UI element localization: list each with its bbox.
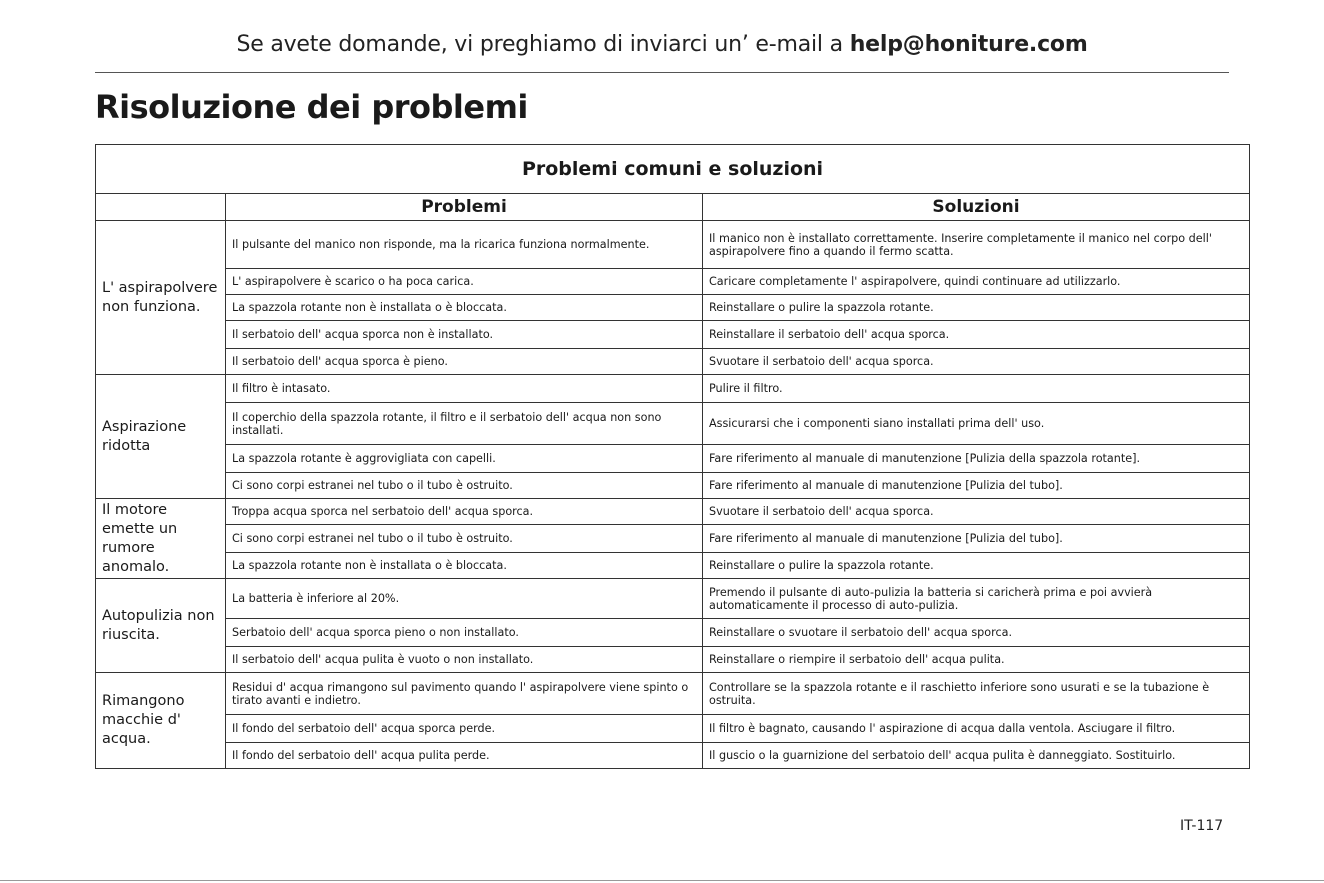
table-row bbox=[96, 295, 1250, 321]
bottom-divider bbox=[0, 880, 1324, 881]
page-header bbox=[0, 32, 1324, 57]
solution-cell: Controllare se la spazzola rotante e il raschietto inferiore sono usurati e se la tubazione è ostruita. bbox=[703, 673, 1250, 715]
category-cell: Rimangono macchie d' acqua. bbox=[96, 673, 226, 769]
table-row bbox=[96, 221, 1250, 269]
category-cell: L' aspirapolvere non funziona. bbox=[96, 221, 226, 375]
problem-cell: Residui d' acqua rimangono sul pavimento quando l' aspirapolvere viene spinto o tirato avanti e indietro. bbox=[226, 673, 703, 715]
solution-cell: Reinstallare o pulire la spazzola rotante. bbox=[703, 553, 1250, 579]
solution-cell: Premendo il pulsante di auto-pulizia la batteria si caricherà prima e poi avvierà automaticamente il processo di auto-pulizia. bbox=[703, 579, 1250, 619]
problem-cell: La spazzola rotante non è installata o è bloccata. bbox=[226, 553, 703, 579]
table-row bbox=[96, 349, 1250, 375]
solution-cell: Pulire il filtro. bbox=[703, 375, 1250, 403]
solution-cell: Il guscio o la guarnizione del serbatoio dell' acqua pulita è danneggiato. Sostituirlo. bbox=[703, 743, 1250, 769]
table-row bbox=[96, 619, 1250, 647]
solution-cell: Il manico non è installato correttamente. Inserire completamente il manico nel corpo dell' aspirapolvere fino a quando il fermo scatta. bbox=[703, 221, 1250, 269]
category-cell: Aspirazione ridotta bbox=[96, 375, 226, 499]
problem-cell: Il filtro è intasato. bbox=[226, 375, 703, 403]
problem-cell: Ci sono corpi estranei nel tubo o il tubo è ostruito. bbox=[226, 525, 703, 553]
table-row bbox=[96, 445, 1250, 473]
problem-cell: Ci sono corpi estranei nel tubo o il tubo è ostruito. bbox=[226, 473, 703, 499]
table-row bbox=[96, 553, 1250, 579]
table-row bbox=[96, 269, 1250, 295]
header-divider bbox=[95, 72, 1229, 73]
header-problems: Problemi bbox=[226, 194, 703, 221]
category-cell: Il motore emette un rumore anomalo. bbox=[96, 499, 226, 579]
category-cell: Autopulizia non riuscita. bbox=[96, 579, 226, 673]
problem-cell: Il pulsante del manico non risponde, ma la ricarica funziona normalmente. bbox=[226, 221, 703, 269]
solution-cell: Assicurarsi che i componenti siano installati prima dell' uso. bbox=[703, 403, 1250, 445]
problem-cell: Il fondo del serbatoio dell' acqua sporca perde. bbox=[226, 715, 703, 743]
problem-cell: Il serbatoio dell' acqua sporca è pieno. bbox=[226, 349, 703, 375]
table-row bbox=[96, 375, 1250, 403]
problem-cell: La batteria è inferiore al 20%. bbox=[226, 579, 703, 619]
problem-cell: Il coperchio della spazzola rotante, il filtro e il serbatoio dell' acqua non sono installati. bbox=[226, 403, 703, 445]
problem-cell: Il serbatoio dell' acqua sporca non è installato. bbox=[226, 321, 703, 349]
problem-cell: La spazzola rotante è aggrovigliata con capelli. bbox=[226, 445, 703, 473]
header-text: Se avete domande, vi preghiamo di inviarci un’ e-mail a bbox=[236, 32, 850, 57]
solution-cell: Reinstallare il serbatoio dell' acqua sporca. bbox=[703, 321, 1250, 349]
solution-cell: Fare riferimento al manuale di manutenzione [Pulizia della spazzola rotante]. bbox=[703, 445, 1250, 473]
page-number: IT-117 bbox=[1180, 818, 1224, 834]
table-row bbox=[96, 715, 1250, 743]
problem-cell: La spazzola rotante non è installata o è bloccata. bbox=[226, 295, 703, 321]
problem-cell: L' aspirapolvere è scarico o ha poca carica. bbox=[226, 269, 703, 295]
solution-cell: Reinstallare o svuotare il serbatoio dell' acqua sporca. bbox=[703, 619, 1250, 647]
solution-cell: Svuotare il serbatoio dell' acqua sporca. bbox=[703, 499, 1250, 525]
solution-cell: Svuotare il serbatoio dell' acqua sporca. bbox=[703, 349, 1250, 375]
table-row bbox=[96, 579, 1250, 619]
page-title: Risoluzione dei problemi bbox=[95, 88, 528, 126]
table-row bbox=[96, 473, 1250, 499]
problem-cell: Serbatoio dell' acqua sporca pieno o non installato. bbox=[226, 619, 703, 647]
problem-cell: Troppa acqua sporca nel serbatoio dell' acqua sporca. bbox=[226, 499, 703, 525]
header-email: help@honiture.com bbox=[849, 32, 1088, 57]
problem-cell: Il fondo del serbatoio dell' acqua pulita perde. bbox=[226, 743, 703, 769]
solution-cell: Reinstallare o riempire il serbatoio dell' acqua pulita. bbox=[703, 647, 1250, 673]
table-row bbox=[96, 673, 1250, 715]
header-solutions: Soluzioni bbox=[703, 194, 1250, 221]
solution-cell: Il filtro è bagnato, causando l' aspirazione di acqua dalla ventola. Asciugare il filtro. bbox=[703, 715, 1250, 743]
header-blank-cell bbox=[96, 194, 226, 221]
solution-cell: Fare riferimento al manuale di manutenzione [Pulizia del tubo]. bbox=[703, 525, 1250, 553]
table-body bbox=[96, 221, 1250, 769]
table-row bbox=[96, 647, 1250, 673]
table-row bbox=[96, 499, 1250, 525]
table-row bbox=[96, 321, 1250, 349]
solution-cell: Fare riferimento al manuale di manutenzione [Pulizia del tubo]. bbox=[703, 473, 1250, 499]
solution-cell: Reinstallare o pulire la spazzola rotante. bbox=[703, 295, 1250, 321]
solution-cell: Caricare completamente l' aspirapolvere, quindi continuare ad utilizzarlo. bbox=[703, 269, 1250, 295]
table-row bbox=[96, 525, 1250, 553]
table-row bbox=[96, 743, 1250, 769]
table-caption: Problemi comuni e soluzioni bbox=[96, 145, 1250, 194]
table-row bbox=[96, 403, 1250, 445]
problem-cell: Il serbatoio dell' acqua pulita è vuoto o non installato. bbox=[226, 647, 703, 673]
troubleshooting-table bbox=[95, 144, 1250, 769]
